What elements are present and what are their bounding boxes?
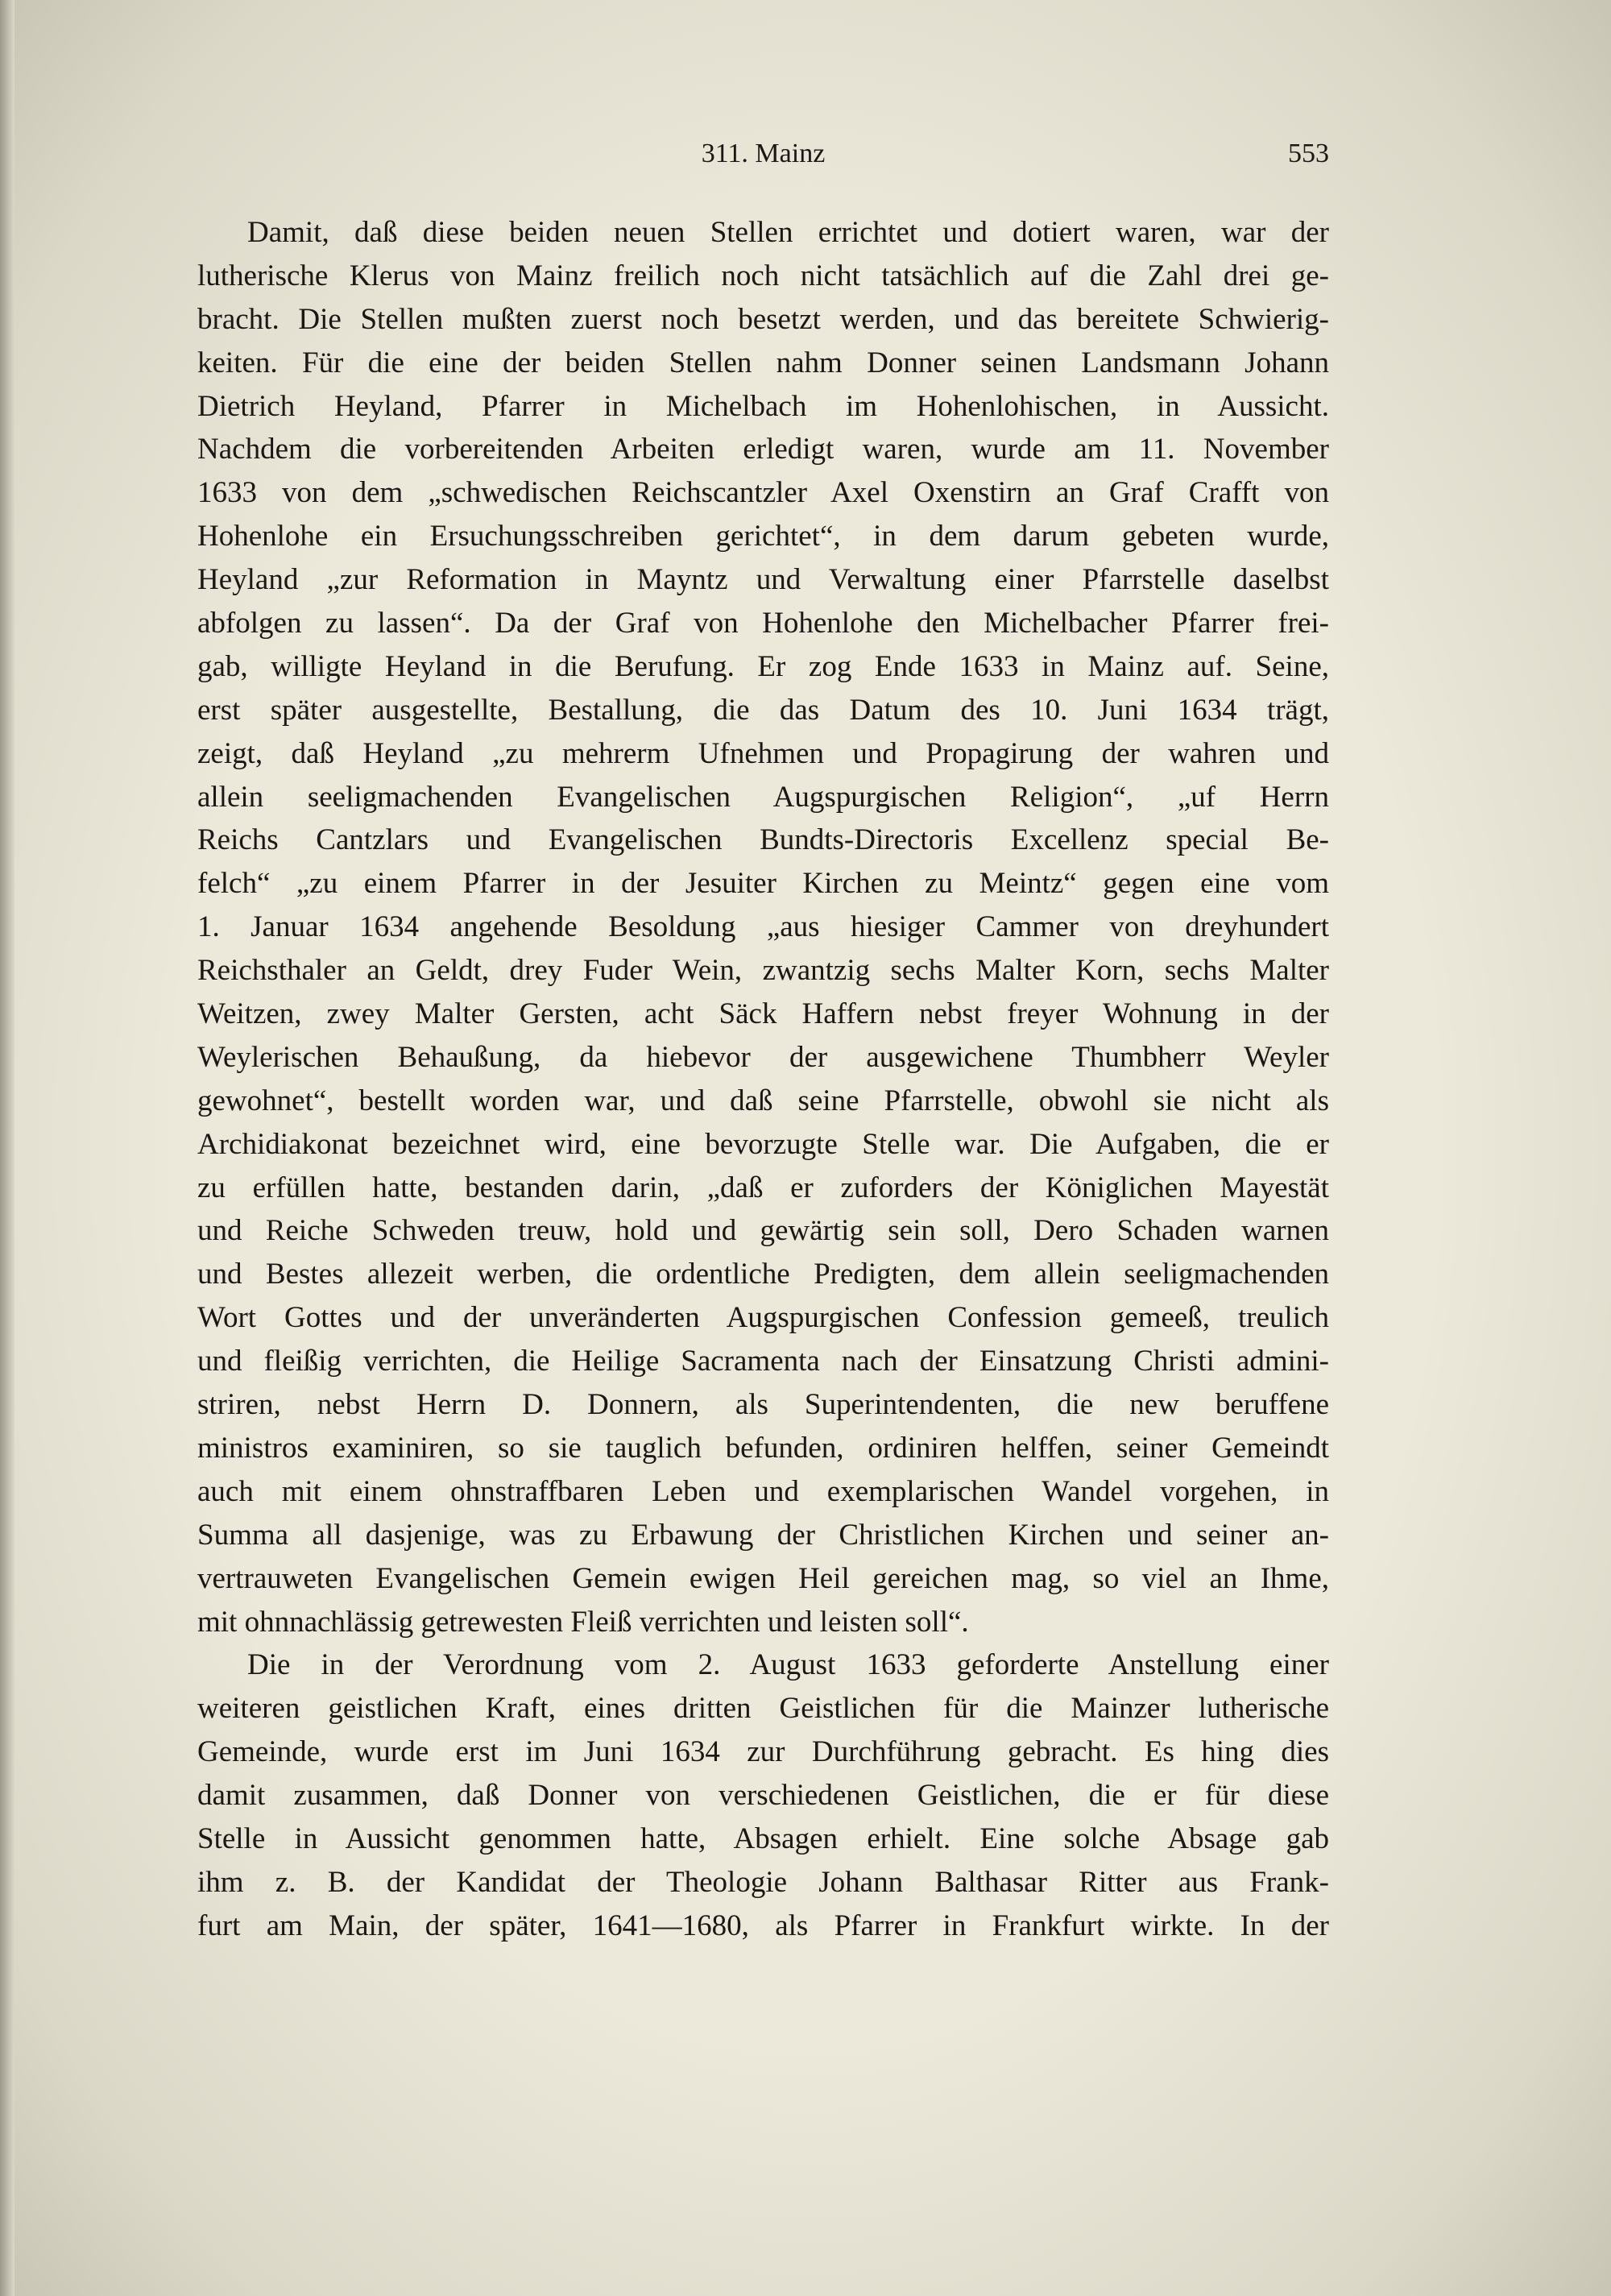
scan-edge-shadow: [0, 0, 14, 2296]
text-line: und Bestes allezeit werben, die ordentliche Predigten, dem allein seeligmachenden: [197, 1258, 1329, 1291]
text-line: ministros examiniren, so sie tauglich befunden, ordiniren helffen, seiner Gemeindt: [197, 1431, 1329, 1465]
text-line: Heyland „zur Reformation in Mayntz und Verwaltung einer Pfarrstelle daselbst: [197, 563, 1329, 597]
text-line: Gemeinde, wurde erst im Juni 1634 zur Durchführung gebracht. Es hing dies: [197, 1735, 1329, 1769]
text-line: Damit, daß diese beiden neuen Stellen errichtet und dotiert waren, war der: [247, 216, 1329, 249]
text-line: zu erfüllen hatte, bestanden darin, „daß er zuforders der Königlichen Mayestät: [197, 1171, 1329, 1204]
text-line: Dietrich Heyland, Pfarrer in Michelbach im Hohenlohischen, in Aussicht.: [197, 389, 1329, 423]
text-line: allein seeligmachenden Evangelischen Augspurgischen Religion“, „uf Herrn: [197, 780, 1329, 814]
text-line: und Reiche Schweden treuw, hold und gewärtig sein soll, Dero Schaden warnen: [197, 1214, 1329, 1248]
text-line: furt am Main, der später, 1641—1680, als Pfarrer in Frankfurt wirkte. In der: [197, 1908, 1329, 1942]
text-line: erst später ausgestellte, Bestallung, die das Datum des 10. Juni 1634 trägt,: [197, 693, 1329, 727]
text-line: damit zusammen, daß Donner von verschiedenen Geistlichen, die er für diese: [197, 1779, 1329, 1813]
text-line: bracht. Die Stellen mußten zuerst noch besetzt werden, und das bereitete Schwierig-: [197, 302, 1329, 336]
page-header: [197, 139, 1329, 179]
running-title: 311. Mainz: [701, 139, 826, 168]
text-line: mit ohnnachlässig getrewesten Fleiß verrichten und leisten soll“.: [197, 1605, 969, 1639]
text-line: und fleißig verrichten, die Heilige Sacramenta nach der Einsatzung Christi admini-: [197, 1345, 1329, 1378]
page-number: 553: [1288, 139, 1329, 168]
text-line: Archidiakonat bezeichnet wird, eine bevorzugte Stelle war. Die Aufgaben, die er: [197, 1127, 1329, 1161]
text-line: Wort Gottes und der unveränderten Augspurgischen Confession gemeeß, treulich: [197, 1301, 1329, 1335]
text-line: Hohenlohe ein Ersuchungsschreiben gerichtet“, in dem darum gebeten wurde,: [197, 520, 1329, 553]
text-line: auch mit einem ohnstraffbaren Leben und exemplarischen Wandel vorgehen, in: [197, 1474, 1329, 1508]
text-line: ihm z. B. der Kandidat der Theologie Johann Balthasar Ritter aus Frank-: [197, 1865, 1329, 1899]
text-line: abfolgen zu lassen“. Da der Graf von Hohenlohe den Michelbacher Pfarrer frei-: [197, 607, 1329, 640]
text-line: gab, willigte Heyland in die Berufung. Er zog Ende 1633 in Mainz auf. Seine,: [197, 649, 1329, 683]
text-line: lutherische Klerus von Mainz freilich noch nicht tatsächlich auf die Zahl drei ge-: [197, 259, 1329, 292]
text-line: Reichs Cantzlars und Evangelischen Bundts-Directoris Excellenz special Be-: [197, 823, 1329, 857]
text-line: zeigt, daß Heyland „zu mehrerm Ufnehmen und Propagirung der wahren und: [197, 736, 1329, 770]
text-line: Stelle in Aussicht genommen hatte, Absagen erhielt. Eine solche Absage gab: [197, 1821, 1329, 1855]
page-body-text: [197, 211, 1329, 1948]
text-line: vertrauweten Evangelischen Gemein ewigen Heil gereichen mag, so viel an Ihme,: [197, 1561, 1329, 1595]
text-line: weiteren geistlichen Kraft, eines dritten Geistlichen für die Mainzer lutherische: [197, 1692, 1329, 1726]
text-line: 1633 von dem „schwedischen Reichscantzler Axel Oxenstirn an Graf Crafft von: [197, 476, 1329, 510]
text-line: 1. Januar 1634 angehende Besoldung „aus hiesiger Cammer von dreyhundert: [197, 910, 1329, 944]
text-line: Die in der Verordnung vom 2. August 1633 geforderte Anstellung einer: [247, 1648, 1329, 1682]
text-line: keiten. Für die eine der beiden Stellen nahm Donner seinen Landsmann Johann: [197, 346, 1329, 379]
text-line: Reichsthaler an Geldt, drey Fuder Wein, zwantzig sechs Malter Korn, sechs Malter: [197, 954, 1329, 988]
text-line: gewohnet“, bestellt worden war, und daß seine Pfarrstelle, obwohl sie nicht als: [197, 1084, 1329, 1117]
text-line: striren, nebst Herrn D. Donnern, als Superintendenten, die new beruffene: [197, 1388, 1329, 1422]
text-line: Nachdem die vorbereitenden Arbeiten erledigt waren, wurde am 11. November: [197, 433, 1329, 466]
text-line: Weylerischen Behaußung, da hiebevor der ausgewichene Thumbherr Weyler: [197, 1040, 1329, 1074]
text-line: Summa all dasjenige, was zu Erbawung der Christlichen Kirchen und seiner an-: [197, 1518, 1329, 1552]
text-line: felch“ „zu einem Pfarrer in der Jesuiter Kirchen zu Meintz“ gegen eine vom: [197, 867, 1329, 901]
text-line: Weitzen, zwey Malter Gersten, acht Säck Haffern nebst freyer Wohnung in der: [197, 997, 1329, 1031]
